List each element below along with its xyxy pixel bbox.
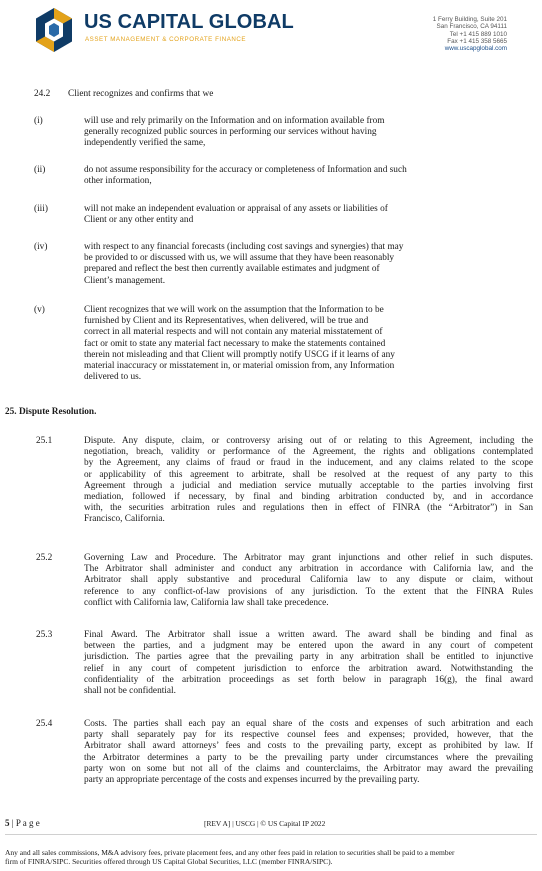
address-line-1: 1 Ferry Building, Suite 201 [432,16,507,23]
company-logo-icon [33,6,75,54]
item-number: (iii) [34,204,48,214]
clause-number: 25.3 [36,630,53,640]
clause-intro: Client recognizes and confirms that we [68,89,214,99]
clause-number: 24.2 [34,89,51,99]
brand-tagline: ASSET MANAGEMENT & CORPORATE FINANCE [85,36,247,43]
item-number: (iv) [34,242,48,252]
fax: Fax +1 415 358 5665 [447,37,507,45]
clause-number: 25.2 [36,553,53,563]
clause-text: Dispute. Any dispute, claim, or controversy arising out of or relating to this Agreement, including the negotiation, breach, validity or performance of the Agreement, the rights and obligations contemplated by the Agreement, any claims of fraud or fraud in the inducement, and any claims related to the scope or applicability of this agreement to arbitrate, shall be resolved at the request of any party to this Agreement through a judicial and mediation service mutually acceptable to the parties involving first mediation, followed if necessary, by final and binding arbitration conducted by, and in accordance with, the securities arbitration rules and regulations then in effect of FINRA (the “Arbitrator”) in San Francisco, California. [84,436,533,525]
item-text: will not make an independent evaluation or appraisal of any assets or liabilities of Client or any other entity and [84,204,388,226]
disclaimer: Any and all sales commissions, M&A advisory fees, private placement fees, and any other fees paid in relation to securities shall be paid to a member firm of FINRA/SIPC. Securities offered through US Capital Global Securities, LLC (member FINRA/SIPC). [5,848,455,866]
item-text: with respect to any financial forecasts (including cost savings and synergies) that may be provided to or discussed with us, we will assume that they have been reasonably prepared and reflect the best then currently available estimates and judgment of Client’s management. [84,242,404,286]
footer-revision: [REV A] | USCG | © US Capital IP 2022 [204,819,326,828]
clause-number: 25.4 [36,719,53,729]
address-line-2: San Francisco, CA 94111 [436,23,507,31]
page-number: 5 | P a g e [5,818,40,828]
contact-block [433,16,507,52]
item-number: (i) [34,116,43,126]
section-heading: 25. Dispute Resolution. [5,407,97,417]
footer-divider [5,834,537,835]
clause-text: Final Award. The Arbitrator shall issue a written award. The award shall be binding and final as between the parties, and a judgment may be entered upon the award in any court of competent jurisdiction. The parties agree that the prevailing party in any arbitration shall be entitled to injunctive relief in any court of competent jurisdiction to enforce the arbitration award. Notwithstanding the confidentiality of the arbitration proceedings as set forth below in paragraph 16(g), the final award shall not be confidential. [84,630,533,697]
item-text: will use and rely primarily on the Information and on information available from generally recognized public sources in performing our services without having independently verified the same, [84,116,385,149]
phone: Tel +1 415 889 1010 [449,30,507,38]
website-link[interactable]: www.uscapglobal.com [444,45,507,53]
clause-number: 25.1 [36,436,53,446]
clause-text: Governing Law and Procedure. The Arbitrator may grant injunctions and other relief in such disputes. The Arbitrator shall administer and conduct any arbitration in accordance with California law, and the Arbitrator shall apply substantive and procedural California law to any dispute or claim, without reference to any conflict-of-law provisions of any jurisdiction. To the extent that the FINRA Rules conflict with California law, California law shall take precedence. [84,553,533,608]
brand-name: US CAPITAL GLOBAL [84,11,294,33]
item-number: (v) [34,305,45,315]
item-text: Client recognizes that we will work on the assumption that the Information to be furnished by Client and its Representatives, when delivered, will be true and correct in all material respects and will not contain any material misstatement of fact or omit to state any material fact necessary to make the statements contained therein not misleading and that Client will promptly notify USCG if it learns of any material inaccuracy or misstatement in, or material omission from, any Information delivered to us. [84,305,395,383]
item-number: (ii) [34,165,46,175]
clause-text: Costs. The parties shall each pay an equal share of the costs and expenses of such arbitration and each party shall separately pay for its respective counsel fees and expenses; provided, however, that the Arbitrator shall award attorneys’ fees and costs to the prevailing party, except as prohibited by law. If the Arbitrator determines a party to be the prevailing party under circumstances where the prevailing party won on some but not all of the claims and counterclaims, the Arbitrator may award the prevailing party an appropriate percentage of the costs and expenses incurred by the prevailing party. [84,719,533,786]
item-text: do not assume responsibility for the accuracy or completeness of Information and such other information, [84,165,407,187]
